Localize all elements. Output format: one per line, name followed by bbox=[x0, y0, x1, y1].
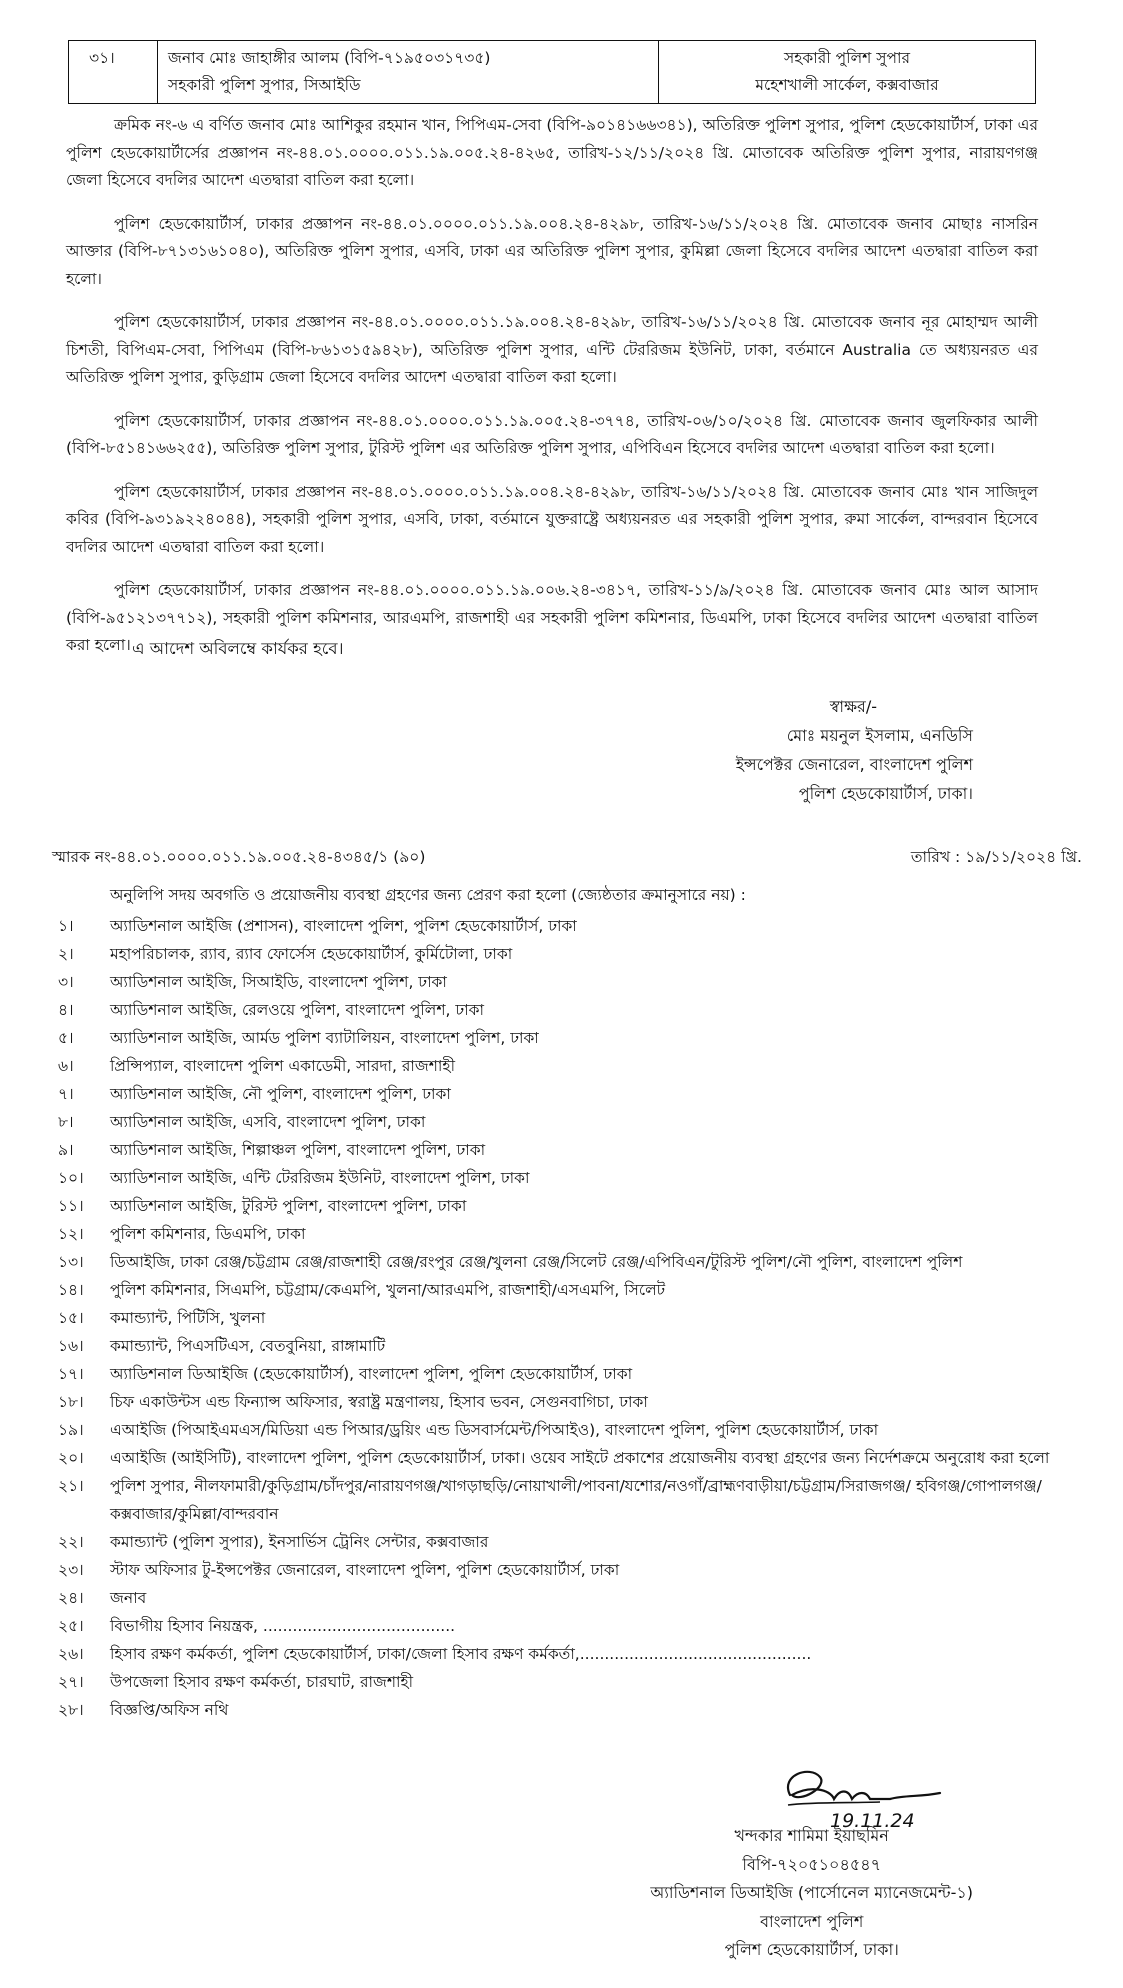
officer-name: জনাব মোঃ জাহাঙ্গীর আলম (বিপি-৭১৯৫০৩১৭৩৫) bbox=[168, 49, 491, 67]
list-item bbox=[58, 1052, 1088, 1080]
list-item bbox=[58, 1472, 1088, 1528]
item-text: পুলিশ কমিশনার, ডিএমপি, ঢাকা bbox=[110, 1225, 306, 1243]
serial-cell: ৩১। bbox=[69, 41, 158, 104]
issuer-designation: অ্যাডিশনাল ডিআইজি (পার্সোনেল ম্যানেজমেন্ট-১) bbox=[650, 1883, 973, 1902]
item-text: অ্যাডিশনাল আইজি, রেলওয়ে পুলিশ, বাংলাদেশ পুলিশ, ঢাকা bbox=[110, 1001, 484, 1019]
signer-designation: ইন্সপেক্টর জেনারেল, বাংলাদেশ পুলিশ bbox=[735, 755, 973, 774]
item-number: ৫। bbox=[58, 1029, 74, 1047]
issuer-org: বাংলাদেশ পুলিশ bbox=[760, 1911, 864, 1931]
item-number: ১১। bbox=[58, 1197, 84, 1215]
order-paragraph-4: পুলিশ হেডকোয়ার্টার্স, ঢাকার প্রজ্ঞাপন নং-৪৪.০১.০০০০.০১১.১৯.০০৫.২৪-৩৭৭৪, তারিখ-০৬/১০/২০২৪ খ্রি. মোতাবেক জনাব জুলফিকার আলী (বিপি-৮৫১৪১৬৬২৫৫), অতিরিক্ত পুলিশ সুপার, টুরিস্ট পুলিশ এর অতিরিক্ত পুলিশ সুপার, এপিবিএন হিসেবে বদলির আদেশ এতদ্বারা বাতিল করা হলো। bbox=[66, 411, 1038, 457]
order-paragraph-3: পুলিশ হেডকোয়ার্টার্স, ঢাকার প্রজ্ঞাপন নং-৪৪.০১.০০০০.০১১.১৯.০০৪.২৪-৪২৯৮, তারিখ-১৬/১১/২০২৪ খ্রি. মোতাবেক জনাব নূর মোহাম্মদ আলী চিশতী, বিপিএম-সেবা, পিপিএম (বিপি-৮৬১৩১৫৯৪২৮), অতিরিক্ত পুলিশ সুপার, এন্টি টেররিজম ইউনিট, ঢাকা, বর্তমানে Australia তে অধ্যয়নরত এর অতিরিক্ত পুলিশ সুপার, কুড়িগ্রাম জেলা হিসেবে বদলির আদেশ এতদ্বারা বাতিল করা হলো। bbox=[66, 313, 1038, 386]
igp-signature-block bbox=[736, 692, 973, 808]
item-text: অ্যাডিশনাল আইজি, নৌ পুলিশ, বাংলাদেশ পুলিশ, ঢাকা bbox=[110, 1085, 451, 1103]
item-number: ১২। bbox=[58, 1225, 84, 1243]
list-item bbox=[58, 1080, 1088, 1108]
list-item bbox=[58, 1276, 1088, 1304]
list-item bbox=[58, 1584, 1088, 1612]
list-item bbox=[58, 1108, 1088, 1136]
item-number: ২০। bbox=[58, 1449, 84, 1467]
item-text: চিফ একাউন্টস এন্ড ফিন্যান্স অফিসার, স্বরাষ্ট্র মন্ত্রণালয়, হিসাব ভবন, সেগুনবাগিচা, ঢাকা bbox=[110, 1393, 648, 1411]
item-text: পুলিশ কমিশনার, সিএমপি, চট্টগ্রাম/কেএমপি, খুলনা/আরএমপি, রাজশাহী/এসএমপি, সিলেট bbox=[110, 1281, 666, 1299]
item-number: ২৪। bbox=[58, 1589, 84, 1607]
item-text: পুলিশ সুপার, নীলফামারী/কুড়িগ্রাম/চাঁদপুর/নারায়ণগঞ্জ/খাগড়াছড়ি/নোয়াখালী/পাবনা/যশোর/নওগাঁ/ব্রাহ্মণবাড়ীয়া/চট্টগ্রাম/সিরাজগঞ্জ/ হবিগঞ্জ/গোপালগঞ্জ/কক্সবাজার/কুমিল্লা/বান্দরবান bbox=[110, 1477, 1042, 1523]
list-item bbox=[58, 1556, 1088, 1584]
item-text: কমান্ড্যান্ট (পুলিশ সুপার), ইনসার্ভিস ট্রেনিং সেন্টার, কক্সবাজার bbox=[110, 1533, 489, 1551]
list-item bbox=[58, 968, 1088, 996]
list-item bbox=[58, 1668, 1088, 1696]
item-number: ২১। bbox=[58, 1477, 84, 1495]
memo-number: স্মারক নং-৪৪.০১.০০০০.০১১.১৯.০০৫.২৪-৪৩৪৫/১ (৯০) bbox=[52, 848, 426, 866]
item-text: অ্যাডিশনাল আইজি, আর্মড পুলিশ ব্যাটালিয়ন, বাংলাদেশ পুলিশ, ঢাকা bbox=[110, 1029, 539, 1047]
item-number: ১৯। bbox=[58, 1421, 84, 1439]
list-item bbox=[58, 1696, 1088, 1724]
item-number: ২৫। bbox=[58, 1617, 84, 1635]
item-number: ১৬। bbox=[58, 1337, 84, 1355]
item-text: অ্যাডিশনাল আইজি (প্রশাসন), বাংলাদেশ পুলিশ, পুলিশ হেডকোয়ার্টার্স, ঢাকা bbox=[110, 917, 577, 935]
list-item bbox=[58, 1248, 1088, 1276]
list-item bbox=[58, 912, 1088, 940]
item-text: অ্যাডিশনাল আইজি, টুরিস্ট পুলিশ, বাংলাদেশ পুলিশ, ঢাকা bbox=[110, 1197, 467, 1215]
item-number: ১৭। bbox=[58, 1365, 84, 1383]
table-row bbox=[69, 41, 1036, 104]
new-post-cell bbox=[659, 41, 1036, 104]
item-number: ১৪। bbox=[58, 1281, 84, 1299]
item-number: ২৮। bbox=[58, 1701, 84, 1719]
item-number: ৯। bbox=[58, 1141, 74, 1159]
list-item bbox=[58, 1192, 1088, 1220]
item-number: ৮। bbox=[58, 1113, 74, 1131]
officer-current-post: সহকারী পুলিশ সুপার, সিআইডি bbox=[168, 76, 361, 94]
new-post-title: সহকারী পুলিশ সুপার bbox=[784, 49, 910, 67]
item-text: জনাব bbox=[110, 1589, 147, 1607]
list-item bbox=[58, 1388, 1088, 1416]
list-item bbox=[58, 1332, 1088, 1360]
new-post-location: মহেশখালী সার্কেল, কক্সবাজার bbox=[755, 76, 939, 94]
item-text: মহাপরিচালক, র‍্যাব, র‍্যাব ফোর্সেস হেডকোয়ার্টার্স, কুর্মিটোলা, ঢাকা bbox=[110, 945, 513, 963]
list-item bbox=[58, 1360, 1088, 1388]
signature-date: 19.11.24 bbox=[830, 1810, 915, 1832]
signer-office: পুলিশ হেডকোয়ার্টার্স, ঢাকা। bbox=[798, 784, 973, 803]
item-number: ২৬। bbox=[58, 1645, 84, 1663]
memo-date: তারিখ : ১৯/১১/২০২৪ খ্রি. bbox=[910, 848, 1082, 866]
transfer-table bbox=[68, 40, 1036, 104]
item-text: কমান্ড্যান্ট, পিএসটিএস, বেতবুনিয়া, রাঙ্গামাটি bbox=[110, 1337, 386, 1355]
item-text: এআইজি (আইসিটি), বাংলাদেশ পুলিশ, পুলিশ হেডকোয়ার্টার্স, ঢাকা। ওয়েব সাইটে প্রকাশের প্রয়োজনীয় ব্যবস্থা গ্রহণের জন্য নির্দেশক্রমে অনুরোধ করা হলো bbox=[110, 1449, 1050, 1467]
item-number: ২৩। bbox=[58, 1561, 84, 1579]
item-text: অ্যাডিশনাল ডিআইজি (হেডকোয়ার্টার্স), বাংলাদেশ পুলিশ, পুলিশ হেডকোয়ার্টার্স, ঢাকা bbox=[110, 1365, 633, 1383]
list-item bbox=[58, 940, 1088, 968]
order-body bbox=[66, 112, 1038, 676]
item-text: অ্যাডিশনাল আইজি, এসবি, বাংলাদেশ পুলিশ, ঢাকা bbox=[110, 1113, 426, 1131]
signed-mark: স্বাক্ষর/- bbox=[829, 697, 877, 716]
item-number: ১৩। bbox=[58, 1253, 84, 1271]
list-item bbox=[58, 996, 1088, 1024]
item-number: ৪। bbox=[58, 1001, 74, 1019]
copy-to-list bbox=[58, 912, 1088, 1724]
item-number: ২২। bbox=[58, 1533, 84, 1551]
item-text: কমান্ড্যান্ট, পিটিসি, খুলনা bbox=[110, 1309, 266, 1327]
item-number: ৩। bbox=[58, 973, 74, 991]
item-text: বিভাগীয় হিসাব নিয়ন্ত্রক, ....................................... bbox=[110, 1617, 456, 1635]
officer-cell bbox=[158, 41, 659, 104]
list-item bbox=[58, 1416, 1088, 1444]
item-text: প্রিন্সিপ্যাল, বাংলাদেশ পুলিশ একাডেমী, সারদা, রাজশাহী bbox=[110, 1057, 456, 1075]
issuer-signature-block bbox=[650, 1822, 973, 1965]
item-number: ২৭। bbox=[58, 1673, 84, 1691]
issuer-bp: বিপি-৭২০৫১০৪৫৪৭ bbox=[742, 1854, 881, 1874]
issuer-name: খন্দকার শামিমা ইয়াছমিন bbox=[734, 1826, 889, 1845]
order-paragraph-1: ক্রমিক নং-৬ এ বর্ণিত জনাব মোঃ আশিকুর রহমান খান, পিপিএম-সেবা (বিপি-৯০১৪১৬৬৩৪১), অতিরিক্ত পুলিশ সুপার, পুলিশ হেডকোয়ার্টার্স, ঢাকা এর পুলিশ হেডকোয়ার্টার্সের প্রজ্ঞাপন নং-৪৪.০১.০০০০.০১১.১৯.০০৫.২৪-৪২৬৫, তারিখ-১২/১১/২০২৪ খ্রি. মোতাবেক অতিরিক্ত পুলিশ সুপার, নারায়ণগঞ্জ জেলা হিসেবে বদলির আদেশ এতদ্বারা বাতিল করা হলো। bbox=[66, 116, 1038, 189]
issuer-office: পুলিশ হেডকোয়ার্টার্স, ঢাকা। bbox=[724, 1940, 899, 1959]
list-item bbox=[58, 1444, 1088, 1472]
item-number: ২। bbox=[58, 945, 74, 963]
item-number: ৭। bbox=[58, 1085, 74, 1103]
item-number: ১৮। bbox=[58, 1393, 84, 1411]
item-text: অ্যাডিশনাল আইজি, শিল্পাঞ্চল পুলিশ, বাংলাদেশ পুলিশ, ঢাকা bbox=[110, 1141, 486, 1159]
item-text: ডিআইজি, ঢাকা রেঞ্জ/চট্টগ্রাম রেঞ্জ/রাজশাহী রেঞ্জ/রংপুর রেঞ্জ/খুলনা রেঞ্জ/সিলেট রেঞ্জ/এপিবিএন/টুরিস্ট পুলিশ/নৌ পুলিশ, বাংলাদেশ পুলিশ bbox=[110, 1253, 963, 1271]
signer-name: মোঃ ময়নুল ইসলাম, এনডিসি bbox=[786, 726, 973, 745]
list-item bbox=[58, 1528, 1088, 1556]
order-paragraph-6: পুলিশ হেডকোয়ার্টার্স, ঢাকার প্রজ্ঞাপন নং-৪৪.০১.০০০০.০১১.১৯.০০৬.২৪-৩৪১৭, তারিখ-১১/৯/২০২৪ খ্রি. মোতাবেক জনাব মোঃ আল আসাদ (বিপি-৯৫১২১৩৭৭১২), সহকারী পুলিশ কমিশনার, আরএমপি, রাজশাহী এর সহকারী পুলিশ কমিশনার, ডিএমপি, ঢাকা হিসেবে বদলির আদেশ এতদ্বারা বাতিল করা হলো। bbox=[66, 581, 1038, 654]
list-item bbox=[58, 1024, 1088, 1052]
item-number: ৬। bbox=[58, 1057, 74, 1075]
order-paragraph-5: পুলিশ হেডকোয়ার্টার্স, ঢাকার প্রজ্ঞাপন নং-৪৪.০১.০০০০.০১১.১৯.০০৪.২৪-৪২৯৮, তারিখ-১৬/১১/২০২৪ খ্রি. মোতাবেক জনাব মোঃ খান সাজিদুল কবির (বিপি-৯৩১৯২২৪০৪৪), সহকারী পুলিশ সুপার, এসবি, ঢাকা, বর্তমানে যুক্তরাষ্ট্রে অধ্যয়নরত এর সহকারী পুলিশ সুপার, রুমা সার্কেল, বান্দরবান হিসেবে বদলির আদেশ এতদ্বারা বাতিল করা হলো। bbox=[66, 482, 1038, 556]
list-item bbox=[58, 1612, 1088, 1640]
list-item bbox=[58, 1304, 1088, 1332]
item-text: স্টাফ অফিসার টু-ইন্সপেক্টর জেনারেল, বাংলাদেশ পুলিশ, পুলিশ হেডকোয়ার্টার্স, ঢাকা bbox=[110, 1561, 620, 1579]
item-text: অ্যাডিশনাল আইজি, সিআইডি, বাংলাদেশ পুলিশ, ঢাকা bbox=[110, 973, 447, 991]
order-paragraph-2: পুলিশ হেডকোয়ার্টার্স, ঢাকার প্রজ্ঞাপন নং-৪৪.০১.০০০০.০১১.১৯.০০৪.২৪-৪২৯৮, তারিখ-১৬/১১/২০২৪ খ্রি. মোতাবেক জনাব মোছাঃ নাসরিন আক্তার (বিপি-৮৭১৩১৬১০৪০), অতিরিক্ত পুলিশ সুপার, এসবি, ঢাকা এর অতিরিক্ত পুলিশ সুপার, কুমিল্লা জেলা হিসেবে বদলির আদেশ এতদ্বারা বাতিল করা হলো। bbox=[66, 214, 1038, 288]
item-text: অ্যাডিশনাল আইজি, এন্টি টেররিজম ইউনিট, বাংলাদেশ পুলিশ, ঢাকা bbox=[110, 1169, 530, 1187]
item-text: এআইজি (পিআইএমএস/মিডিয়া এন্ড পিআর/ড্রয়িং এন্ড ডিসবার্সমেন্ট/পিআইও), বাংলাদেশ পুলিশ, পুলিশ হেডকোয়ার্টার্স, ঢাকা bbox=[110, 1421, 879, 1439]
item-number: ১৫। bbox=[58, 1309, 84, 1327]
item-text: হিসাব রক্ষণ কর্মকর্তা, পুলিশ হেডকোয়ার্টার্স, ঢাকা/জেলা হিসাব রক্ষণ কর্মকর্তা,............................................... bbox=[110, 1645, 812, 1663]
item-text: বিজ্ঞপ্তি/অফিস নথি bbox=[110, 1701, 229, 1719]
effect-statement: এ আদেশ অবিলম্বে কার্যকর হবে। bbox=[132, 639, 344, 658]
list-item bbox=[58, 1136, 1088, 1164]
item-text: উপজেলা হিসাব রক্ষণ কর্মকর্তা, চারঘাট, রাজশাহী bbox=[110, 1673, 414, 1691]
list-item bbox=[58, 1640, 1088, 1668]
item-number: ১। bbox=[58, 917, 74, 935]
item-number: ১০। bbox=[58, 1169, 84, 1187]
list-item bbox=[58, 1220, 1088, 1248]
list-item bbox=[58, 1164, 1088, 1192]
copy-to-heading: অনুলিপি সদয় অবগতি ও প্রয়োজনীয় ব্যবস্থা গ্রহণের জন্য প্রেরণ করা হলো (জ্যেষ্ঠতার ক্রমানুসারে নয়) : bbox=[110, 886, 746, 904]
